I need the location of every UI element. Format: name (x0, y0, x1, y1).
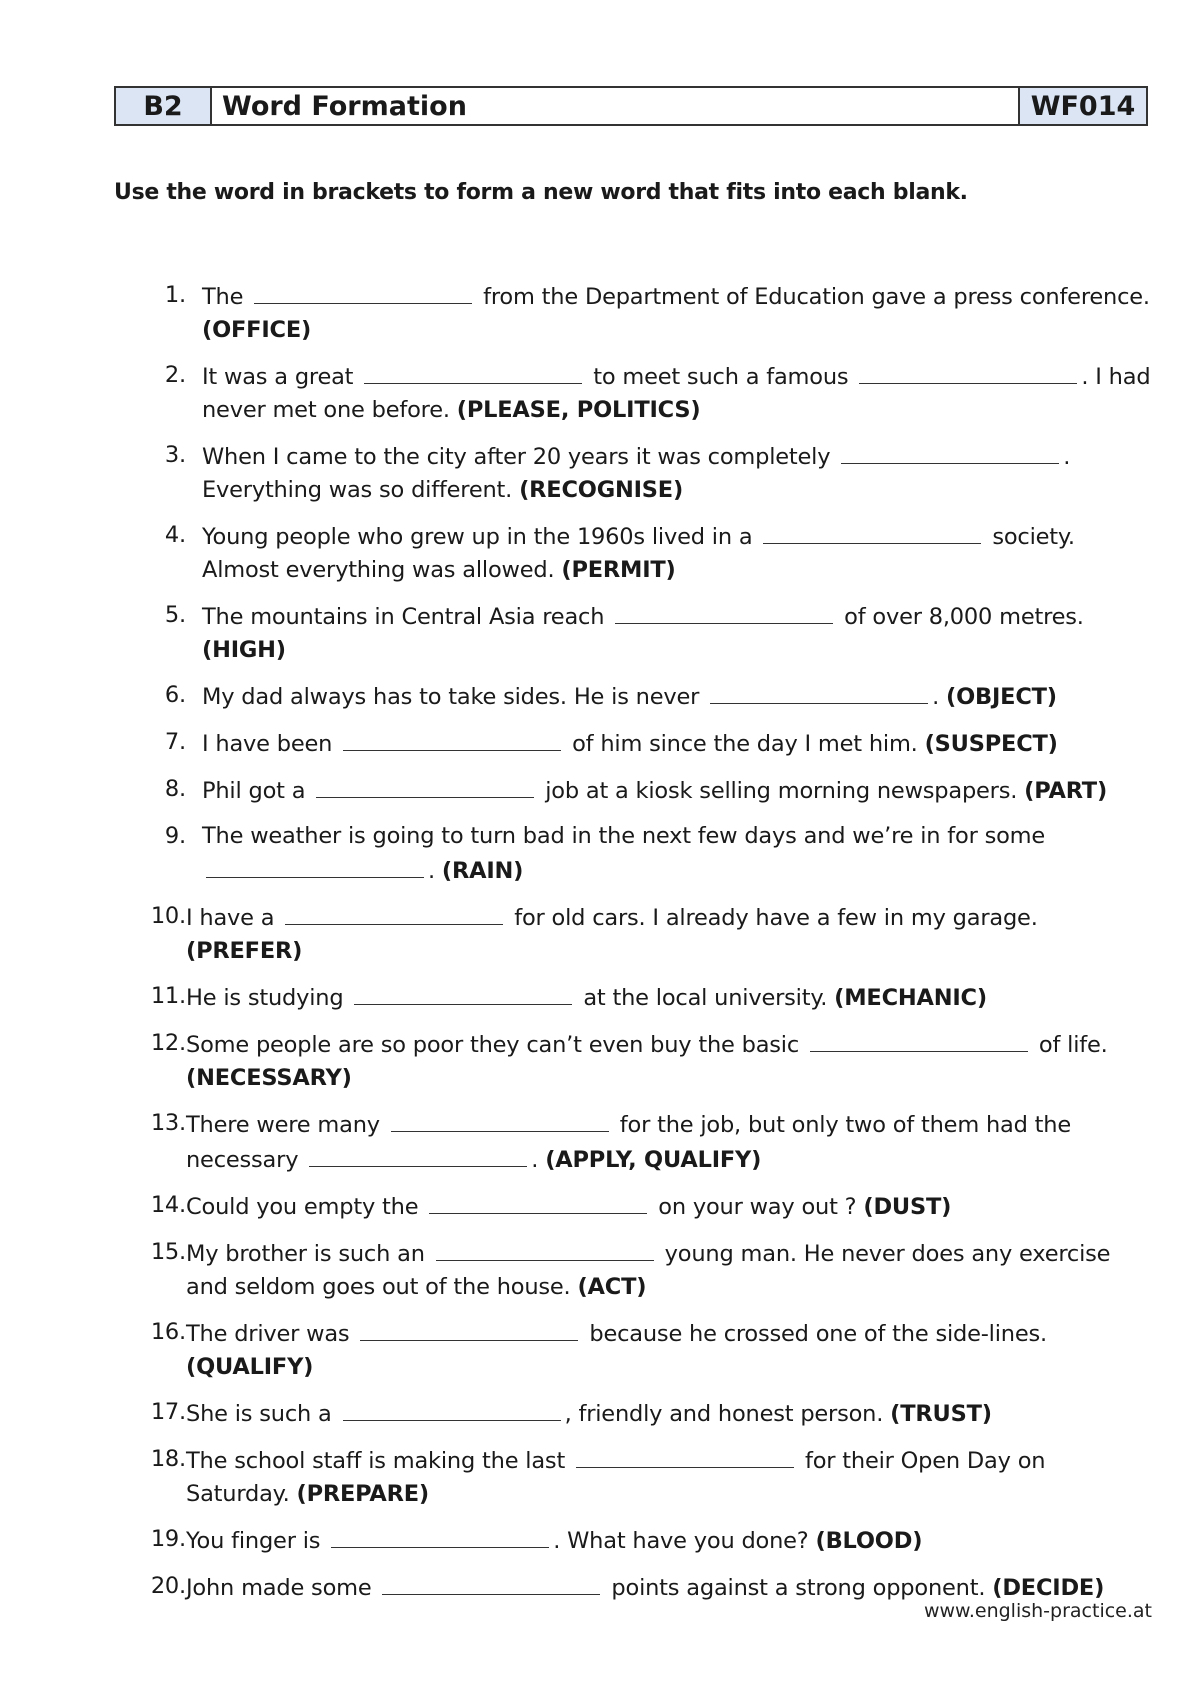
answer-blank[interactable] (343, 1396, 561, 1421)
exercise-text-part: It was a great (202, 364, 361, 390)
answer-blank[interactable] (429, 1189, 647, 1214)
footer-url: www.english-practice.at (923, 1600, 1152, 1622)
exercise-number: 8. (164, 776, 186, 802)
exercise-text-part: Could you empty the (186, 1194, 426, 1220)
exercise-text (186, 1443, 1154, 1511)
exercise-number: 18. (150, 1446, 186, 1472)
exercise-text-part: She is such a (186, 1401, 339, 1427)
exercise-text-part: I have a (186, 905, 282, 931)
keyword: (OFFICE) (202, 317, 312, 343)
exercise-number: 3. (164, 442, 186, 468)
exercise-text (186, 1316, 1154, 1384)
exercise-item (114, 1189, 1154, 1224)
exercise-item (114, 900, 1154, 968)
keyword: (PLEASE, POLITICS) (456, 397, 701, 423)
exercise-text-part: Young people who grew up in the 1960s lived in a (202, 524, 760, 550)
exercise-item (114, 773, 1154, 808)
exercise-item (114, 1396, 1154, 1431)
answer-blank[interactable] (576, 1443, 794, 1468)
exercise-text (186, 900, 1154, 968)
exercise-number: 14. (150, 1192, 186, 1218)
keyword: (SUSPECT) (924, 731, 1058, 757)
exercise-number: 17. (150, 1399, 186, 1425)
exercise-number: 5. (164, 602, 186, 628)
keyword: (QUALIFY) (186, 1354, 314, 1380)
answer-blank[interactable] (391, 1107, 609, 1132)
exercise-number: 2. (164, 362, 186, 388)
keyword: (PREFER) (186, 938, 303, 964)
exercise-number: 9. (164, 823, 186, 849)
exercise-item (114, 1443, 1154, 1511)
keyword: (MECHANIC) (834, 985, 987, 1011)
exercise-text (186, 679, 1154, 714)
exercise-text-part: When I came to the city after 20 years it was completely (202, 444, 838, 470)
exercise-text-part: from the Department of Education gave a press conference. (476, 284, 1150, 310)
exercise-number: 6. (164, 682, 186, 708)
answer-blank[interactable] (859, 359, 1077, 384)
exercise-item (114, 1107, 1154, 1177)
exercise-text-part: of life. (1031, 1032, 1108, 1058)
keyword: (PREPARE) (296, 1481, 429, 1507)
answer-blank[interactable] (354, 980, 572, 1005)
keyword: (RECOGNISE) (519, 477, 684, 503)
exercise-item (114, 439, 1154, 507)
exercise-item (114, 599, 1154, 667)
exercise-text-part: . (932, 684, 947, 710)
exercise-item (114, 820, 1154, 888)
exercise-text-part: The mountains in Central Asia reach (202, 604, 612, 630)
exercise-text (186, 1523, 1154, 1558)
exercise-item (114, 980, 1154, 1015)
answer-blank[interactable] (331, 1523, 549, 1548)
exercise-text-part: to meet such a famous (586, 364, 856, 390)
exercise-item (114, 519, 1154, 587)
exercise-item (114, 1523, 1154, 1558)
exercise-text-part: young man. He never does any exercise and seldom goes out of the house. (186, 1241, 1111, 1300)
answer-blank[interactable] (382, 1570, 600, 1595)
exercise-text (186, 1236, 1154, 1304)
exercise-text-part: because he crossed one of the side-lines. (582, 1321, 1047, 1347)
exercise-number: 11. (150, 983, 186, 1009)
exercise-text (186, 726, 1154, 761)
exercise-number: 1. (164, 282, 186, 308)
exercise-text-part: Some people are so poor they can’t even buy the basic (186, 1032, 806, 1058)
exercise-text-part: The driver was (186, 1321, 357, 1347)
exercise-text-part: The weather is going to turn bad in the next few days and we’re in for some (202, 823, 1046, 849)
exercise-text-part: . (428, 858, 442, 884)
exercise-text (186, 279, 1154, 347)
exercise-number: 12. (150, 1030, 186, 1056)
exercise-text-part: for the job, but only two of them had the necessary (186, 1112, 1071, 1173)
exercise-number: 4. (164, 522, 186, 548)
exercise-text (186, 599, 1154, 667)
exercise-text-part: for old cars. I already have a few in my garage. (507, 905, 1038, 931)
exercise-number: 15. (150, 1239, 186, 1265)
exercise-text (186, 773, 1154, 808)
exercise-text (186, 439, 1154, 507)
keyword: (RAIN) (441, 858, 524, 884)
exercise-item (114, 726, 1154, 761)
exercise-text-part: . I had never met one before. (202, 364, 1151, 423)
exercise-text (186, 1107, 1154, 1177)
exercise-text-part: My brother is such an (186, 1241, 432, 1267)
keyword: (ACT) (577, 1274, 647, 1300)
keyword: (PART) (1024, 778, 1108, 804)
keyword: (HIGH) (202, 637, 286, 663)
exercise-text-part: at the local university. (576, 985, 835, 1011)
exercise-text (186, 519, 1154, 587)
answer-blank[interactable] (343, 726, 561, 751)
exercise-number: 10. (150, 903, 186, 929)
exercise-text (186, 359, 1154, 427)
exercise-text (186, 820, 1154, 888)
answer-blank[interactable] (841, 439, 1059, 464)
exercise-number: 20. (150, 1573, 186, 1599)
exercise-text (186, 1189, 1154, 1224)
answer-blank[interactable] (360, 1316, 578, 1341)
worksheet-title: Word Formation (212, 88, 1020, 124)
exercise-item (114, 359, 1154, 427)
exercise-number: 13. (150, 1110, 186, 1136)
answer-blank[interactable] (615, 599, 833, 624)
exercise-item (114, 679, 1154, 714)
answer-blank[interactable] (254, 279, 472, 304)
exercise-text-part: The school staff is making the last (186, 1448, 573, 1474)
worksheet-code: WF014 (1020, 88, 1146, 124)
keyword: (NECESSARY) (186, 1065, 352, 1091)
answer-blank[interactable] (364, 359, 582, 384)
answer-blank[interactable] (810, 1027, 1028, 1052)
answer-blank[interactable] (436, 1236, 654, 1261)
exercise-text-part: . Everything was so different. (202, 444, 1071, 503)
exercise-text-part: on your way out ? (651, 1194, 864, 1220)
keyword: (DECIDE) (992, 1575, 1105, 1601)
exercise-text-part: job at a kiosk selling morning newspapers. (538, 778, 1025, 804)
answer-blank[interactable] (710, 679, 928, 704)
exercise-item (114, 1236, 1154, 1304)
answer-blank[interactable] (206, 853, 424, 878)
exercise-text-part: Phil got a (202, 778, 313, 804)
level-cell: B2 (116, 88, 212, 124)
worksheet-header (114, 86, 1148, 126)
keyword: (TRUST) (890, 1401, 992, 1427)
answer-blank[interactable] (309, 1142, 527, 1167)
keyword: (APPLY, QUALIFY) (545, 1147, 762, 1173)
exercise-text-part: I have been (202, 731, 340, 757)
exercise-text-part: . (531, 1147, 546, 1173)
instruction-text: Use the word in brackets to form a new word that fits into each blank. (114, 180, 968, 205)
exercise-text-part: . What have you done? (553, 1528, 816, 1554)
exercise-list (114, 279, 1154, 1617)
keyword: (OBJECT) (946, 684, 1057, 710)
exercise-text-part: There were many (186, 1112, 387, 1138)
exercise-text-part: , friendly and honest person. (564, 1401, 891, 1427)
exercise-text-part: My dad always has to take sides. He is never (202, 684, 707, 710)
exercise-text-part: You finger is (186, 1528, 328, 1554)
exercise-text-part: for their Open Day on Saturday. (186, 1448, 1046, 1507)
exercise-text-part: society. Almost everything was allowed. (202, 524, 1075, 583)
exercise-item (114, 1316, 1154, 1384)
exercise-item (114, 1027, 1154, 1095)
answer-blank[interactable] (285, 900, 503, 925)
exercise-item (114, 279, 1154, 347)
exercise-text-part: John made some (186, 1575, 379, 1601)
exercise-text-part: He is studying (186, 985, 351, 1011)
exercise-text (186, 1396, 1154, 1431)
exercise-text-part: of over 8,000 metres. (837, 604, 1084, 630)
keyword: (PERMIT) (561, 557, 676, 583)
exercise-text-part: points against a strong opponent. (604, 1575, 993, 1601)
keyword: (BLOOD) (815, 1528, 923, 1554)
keyword: (DUST) (863, 1194, 952, 1220)
exercise-text-part: of him since the day I met him. (565, 731, 925, 757)
exercise-number: 16. (150, 1319, 186, 1345)
exercise-text (186, 1027, 1154, 1095)
exercise-text (186, 980, 1154, 1015)
answer-blank[interactable] (316, 773, 534, 798)
answer-blank[interactable] (763, 519, 981, 544)
exercise-text-part: The (202, 284, 251, 310)
exercise-number: 19. (150, 1526, 186, 1552)
exercise-number: 7. (164, 729, 186, 755)
